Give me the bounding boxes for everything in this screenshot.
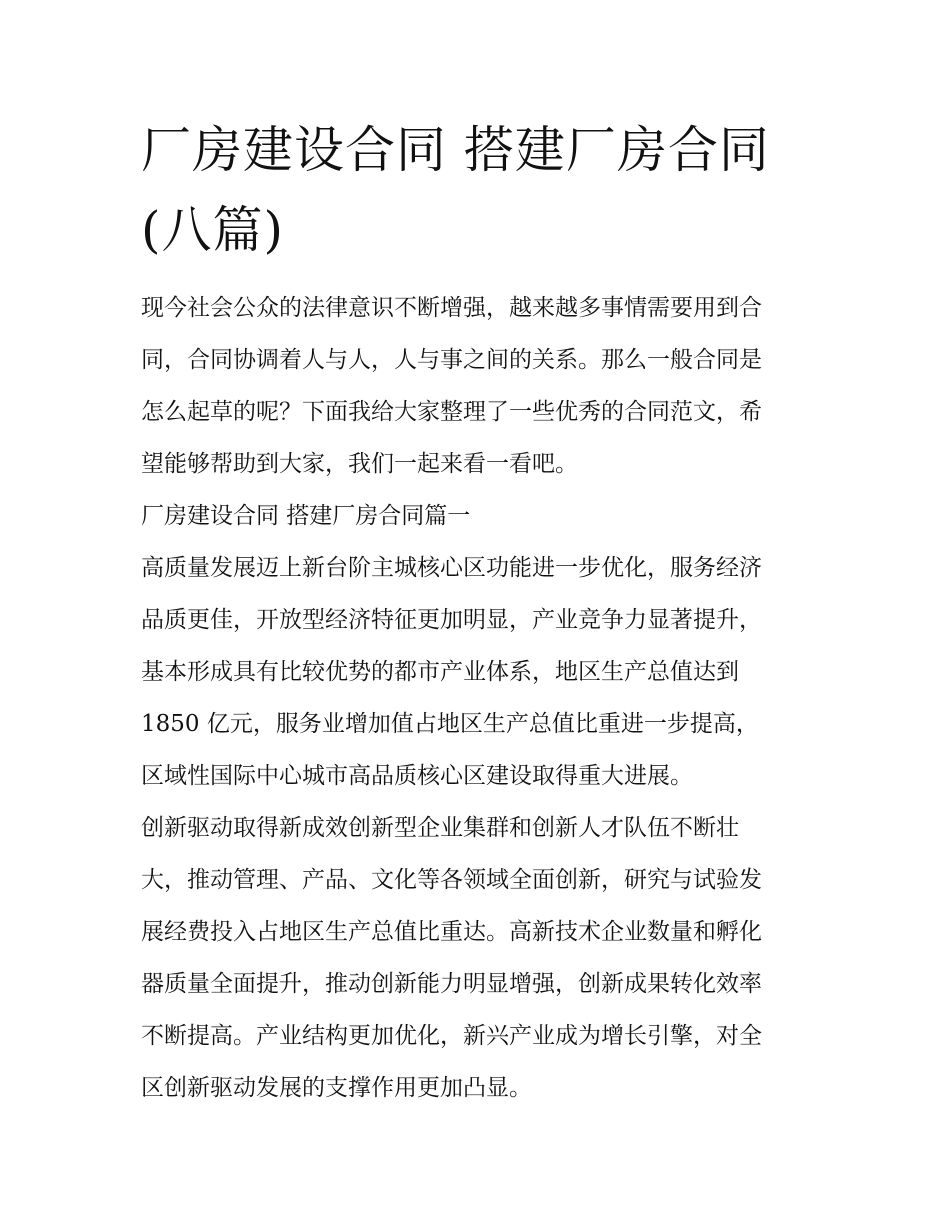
text-line: 品质更佳，开放型经济特征更加明显，产业竞争力显著提升，	[141, 607, 762, 633]
text-line: 现今社会公众的法律意识不断增强，越来越多事情需要用到合	[141, 295, 762, 321]
text-line: 大，推动管理、产品、文化等各领域全面创新，研究与试验发	[141, 867, 762, 893]
document-body	[141, 282, 813, 1114]
text-line: 器质量全面提升，推动创新能力明显增强，创新成果转化效率	[141, 971, 762, 997]
text-line: 望能够帮助到大家，我们一起来看一看吧。	[141, 451, 578, 477]
document-title	[141, 110, 813, 270]
section-heading	[141, 490, 813, 542]
text-line: 基本形成具有比较优势的都市产业体系，地区生产总值达到	[141, 659, 739, 685]
text-line: 区域性国际中心城市高品质核心区建设取得重大进展。	[141, 763, 693, 789]
body-paragraph	[141, 542, 813, 802]
body-paragraph	[141, 802, 813, 1114]
text-line: 展经费投入占地区生产总值比重达。高新技术企业数量和孵化	[141, 919, 762, 945]
text-line: 创新驱动取得新成效创新型企业集群和创新人才队伍不断壮	[141, 815, 739, 841]
text-line: 同，合同协调着人与人，人与事之间的关系。那么一般合同是	[141, 347, 762, 373]
document-page	[141, 110, 813, 1114]
intro-paragraph	[141, 282, 813, 490]
text-line: 厂房建设合同 搭建厂房合同篇一	[141, 503, 471, 529]
text-line: 高质量发展迈上新台阶主城核心区功能进一步优化，服务经济	[141, 555, 762, 581]
text-line: 区创新驱动发展的支撑作用更加凸显。	[141, 1075, 532, 1101]
text-line: 不断提高。产业结构更加优化，新兴产业成为增长引擎，对全	[141, 1023, 762, 1049]
title-line: 厂房建设合同 搭建厂房合同	[141, 121, 770, 179]
text-line: 怎么起草的呢？下面我给大家整理了一些优秀的合同范文，希	[141, 399, 762, 425]
text-line: 1850 亿元，服务业增加值占地区生产总值比重进一步提高，	[141, 711, 759, 737]
title-line: (八篇)	[141, 201, 285, 259]
